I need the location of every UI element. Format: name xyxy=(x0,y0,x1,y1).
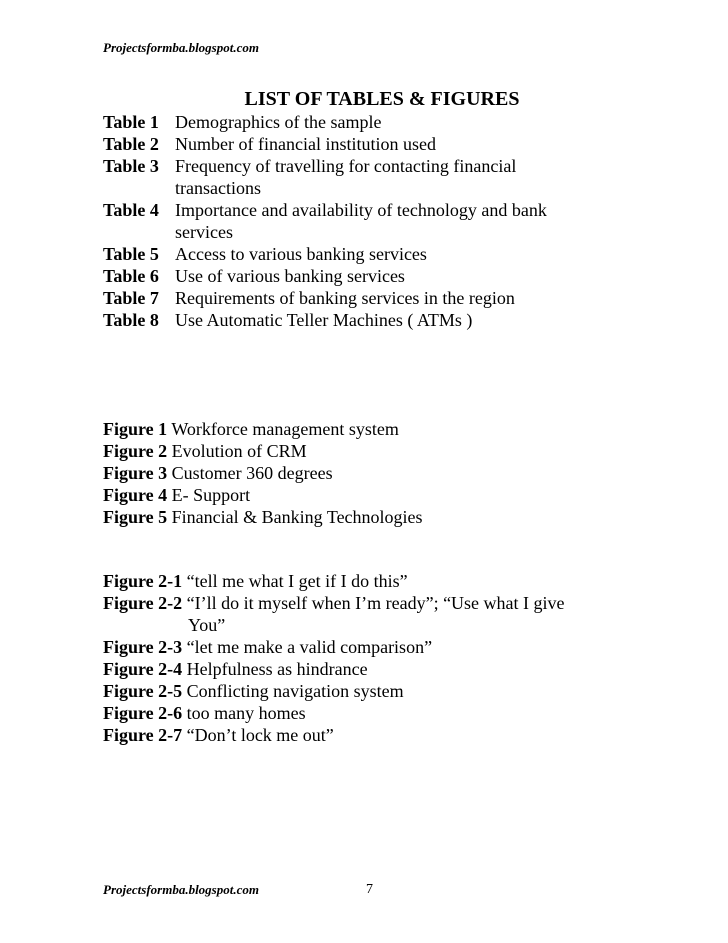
page-number: 7 xyxy=(366,882,373,897)
figure-title: Conflicting navigation system xyxy=(186,681,404,701)
figure-label: Figure 2-7 xyxy=(103,725,183,745)
table-label: Table 6 xyxy=(103,266,159,286)
figure-title: “tell me what I get if I do this” xyxy=(186,571,408,591)
figure-entry xyxy=(103,570,603,592)
table-entry xyxy=(103,133,575,155)
page-title: LIST OF TABLES & FIGURES xyxy=(244,88,520,110)
table-entry xyxy=(103,265,575,287)
figure-label: Figure 2-3 xyxy=(103,637,183,657)
table-title: Use Automatic Teller Machines ( ATMs ) xyxy=(175,310,473,330)
figure-entry xyxy=(103,702,603,724)
figure-title: too many homes xyxy=(186,703,306,723)
table-title: Importance and availability of technology and bank services xyxy=(175,200,547,242)
figure-title: “Don’t lock me out” xyxy=(186,725,334,745)
figure-title: Evolution of CRM xyxy=(171,441,307,461)
figure-title: E- Support xyxy=(171,485,251,505)
table-title: Requirements of banking services in the region xyxy=(175,288,515,308)
figure-entry xyxy=(103,462,423,484)
figure-entry xyxy=(103,658,603,680)
tables-list xyxy=(103,111,575,331)
table-label: Table 5 xyxy=(103,244,159,264)
table-title: Demographics of the sample xyxy=(175,112,382,132)
figure-entry xyxy=(103,418,423,440)
table-entry xyxy=(103,199,575,243)
table-title: Access to various banking services xyxy=(175,244,427,264)
figure-title: Financial & Banking Technologies xyxy=(171,507,423,527)
table-entry xyxy=(103,287,575,309)
figure-label: Figure 2-4 xyxy=(103,659,183,679)
figure-entry xyxy=(103,636,603,658)
figure-label: Figure 2-6 xyxy=(103,703,183,723)
table-label: Table 1 xyxy=(103,112,159,132)
table-title: Use of various banking services xyxy=(175,266,405,286)
figure-title-continuation: You” xyxy=(188,615,226,635)
table-title: Number of financial institution used xyxy=(175,134,436,154)
figure-entry xyxy=(103,724,603,746)
figure-title: “let me make a valid comparison” xyxy=(186,637,433,657)
figure-label: Figure 5 xyxy=(103,507,168,527)
figure-entry xyxy=(103,680,603,702)
figure-entry xyxy=(103,506,423,528)
chapter2-figures-list xyxy=(103,570,603,746)
figure-title: “I’ll do it myself when I’m ready”; “Use what I give xyxy=(186,593,565,613)
table-entry xyxy=(103,111,575,133)
table-label: Table 7 xyxy=(103,288,159,308)
figure-entry xyxy=(103,592,603,636)
figure-label: Figure 3 xyxy=(103,463,168,483)
table-title: Frequency of travelling for contacting financial transactions xyxy=(175,156,517,198)
figure-entry xyxy=(103,440,423,462)
figure-entry xyxy=(103,484,423,506)
table-label: Table 4 xyxy=(103,200,159,220)
footer-site-name: Projectsformba.blogspot.com xyxy=(103,882,259,897)
table-label: Table 2 xyxy=(103,134,159,154)
figure-label: Figure 2-5 xyxy=(103,681,183,701)
figure-label: Figure 2-1 xyxy=(103,571,183,591)
table-entry xyxy=(103,155,575,199)
figure-label: Figure 2-2 xyxy=(103,593,183,613)
table-label: Table 8 xyxy=(103,310,159,330)
table-entry xyxy=(103,243,575,265)
figure-title: Customer 360 degrees xyxy=(171,463,333,483)
table-entry xyxy=(103,309,575,331)
header-site-name: Projectsformba.blogspot.com xyxy=(103,40,259,55)
figure-label: Figure 1 xyxy=(103,419,168,439)
figure-label: Figure 4 xyxy=(103,485,168,505)
figures-list xyxy=(103,418,423,528)
table-label: Table 3 xyxy=(103,156,159,176)
figure-title: Helpfulness as hindrance xyxy=(186,659,368,679)
figure-title: Workforce management system xyxy=(171,419,399,439)
figure-label: Figure 2 xyxy=(103,441,168,461)
